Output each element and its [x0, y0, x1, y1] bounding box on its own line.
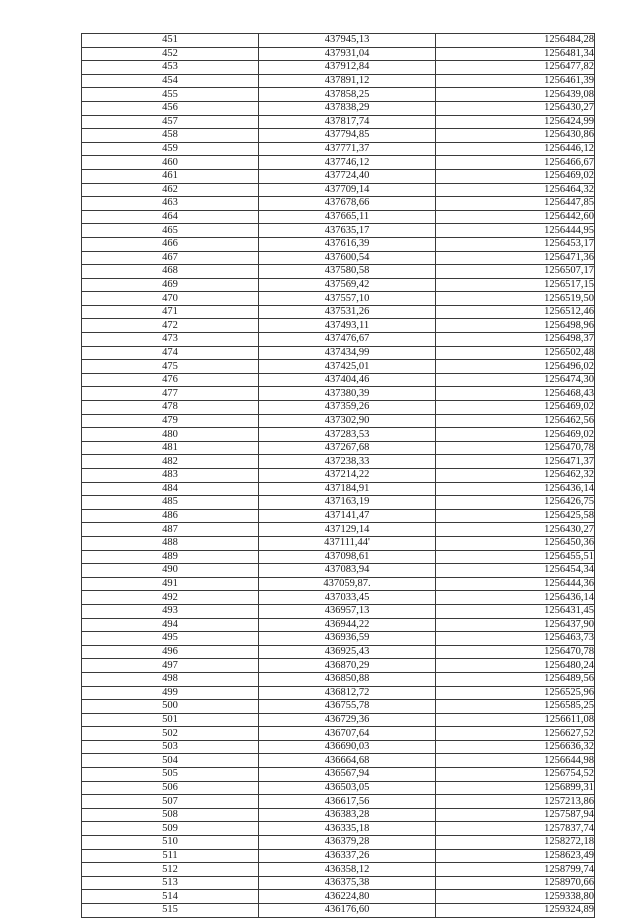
table-row — [82, 550, 595, 564]
x-coordinate-cell: 436944,22 — [259, 618, 436, 632]
y-coordinate-cell: 1259324,89 — [436, 904, 595, 918]
point-number-cell: 503 — [82, 740, 259, 754]
table-row — [82, 523, 595, 537]
x-coordinate-cell: 436503,05 — [259, 781, 436, 795]
y-coordinate-cell: 1256498,37 — [436, 333, 595, 347]
point-number-cell: 469 — [82, 278, 259, 292]
y-coordinate-cell: 1256444,36 — [436, 577, 595, 591]
table-row — [82, 441, 595, 455]
y-coordinate-cell: 1256611,08 — [436, 713, 595, 727]
table-row — [82, 469, 595, 483]
x-coordinate-cell: 436957,13 — [259, 604, 436, 618]
y-coordinate-cell: 1256439,08 — [436, 88, 595, 102]
point-number-cell: 452 — [82, 47, 259, 61]
point-number-cell: 499 — [82, 686, 259, 700]
y-coordinate-cell: 1256450,36 — [436, 536, 595, 550]
point-number-cell: 493 — [82, 604, 259, 618]
x-coordinate-cell: 437531,26 — [259, 305, 436, 319]
y-coordinate-cell: 1258970,66 — [436, 876, 595, 890]
y-coordinate-cell: 1256477,82 — [436, 61, 595, 75]
point-number-cell: 504 — [82, 754, 259, 768]
y-coordinate-cell: 1258272,18 — [436, 836, 595, 850]
point-number-cell: 468 — [82, 265, 259, 279]
x-coordinate-cell: 437434,99 — [259, 346, 436, 360]
point-number-cell: 481 — [82, 441, 259, 455]
x-coordinate-cell: 436224,80 — [259, 890, 436, 904]
x-coordinate-cell: 437616,39 — [259, 237, 436, 251]
x-coordinate-cell: 437858,25 — [259, 88, 436, 102]
table-row — [82, 509, 595, 523]
y-coordinate-cell: 1259338,80 — [436, 890, 595, 904]
x-coordinate-cell: 436567,94 — [259, 768, 436, 782]
y-coordinate-cell: 1256627,52 — [436, 727, 595, 741]
point-number-cell: 510 — [82, 836, 259, 850]
point-number-cell: 464 — [82, 210, 259, 224]
x-coordinate-cell: 437141,47 — [259, 509, 436, 523]
y-coordinate-cell: 1256754,52 — [436, 768, 595, 782]
point-number-cell: 483 — [82, 469, 259, 483]
x-coordinate-cell: 437600,54 — [259, 251, 436, 265]
y-coordinate-cell: 1256430,27 — [436, 523, 595, 537]
y-coordinate-cell: 1256471,36 — [436, 251, 595, 265]
y-coordinate-cell: 1257587,94 — [436, 808, 595, 822]
x-coordinate-cell: 436870,29 — [259, 659, 436, 673]
x-coordinate-cell: 437493,11 — [259, 319, 436, 333]
point-number-cell: 489 — [82, 550, 259, 564]
x-coordinate-cell: 436925,43 — [259, 645, 436, 659]
table-row — [82, 197, 595, 211]
x-coordinate-cell: 437476,67 — [259, 333, 436, 347]
table-row — [82, 251, 595, 265]
point-number-cell: 500 — [82, 700, 259, 714]
y-coordinate-cell: 1256454,34 — [436, 564, 595, 578]
point-number-cell: 477 — [82, 387, 259, 401]
point-number-cell: 465 — [82, 224, 259, 238]
point-number-cell: 509 — [82, 822, 259, 836]
table-row — [82, 183, 595, 197]
table-row — [82, 822, 595, 836]
y-coordinate-cell: 1256481,34 — [436, 47, 595, 61]
point-number-cell: 485 — [82, 496, 259, 510]
x-coordinate-cell: 437380,39 — [259, 387, 436, 401]
table-row — [82, 536, 595, 550]
x-coordinate-cell: 437184,91 — [259, 482, 436, 496]
y-coordinate-cell: 1256462,32 — [436, 469, 595, 483]
x-coordinate-cell: 436379,28 — [259, 836, 436, 850]
table-row — [82, 496, 595, 510]
table-row — [82, 61, 595, 75]
x-coordinate-cell: 437838,29 — [259, 101, 436, 115]
point-number-cell: 501 — [82, 713, 259, 727]
x-coordinate-cell: 436358,12 — [259, 863, 436, 877]
point-number-cell: 473 — [82, 333, 259, 347]
y-coordinate-cell: 1256425,58 — [436, 509, 595, 523]
point-number-cell: 457 — [82, 115, 259, 129]
point-number-cell: 470 — [82, 292, 259, 306]
point-number-cell: 461 — [82, 169, 259, 183]
table-row — [82, 645, 595, 659]
point-number-cell: 496 — [82, 645, 259, 659]
y-coordinate-cell: 1256480,24 — [436, 659, 595, 673]
x-coordinate-cell: 437083,94 — [259, 564, 436, 578]
table-row — [82, 373, 595, 387]
y-coordinate-cell: 1256442,60 — [436, 210, 595, 224]
x-coordinate-cell: 436850,88 — [259, 672, 436, 686]
x-coordinate-cell: 437238,33 — [259, 455, 436, 469]
x-coordinate-cell: 437129,14 — [259, 523, 436, 537]
y-coordinate-cell: 1258799,74 — [436, 863, 595, 877]
x-coordinate-cell: 437635,17 — [259, 224, 436, 238]
x-coordinate-cell: 437404,46 — [259, 373, 436, 387]
table-row — [82, 904, 595, 918]
table-row — [82, 360, 595, 374]
point-number-cell: 487 — [82, 523, 259, 537]
table-row — [82, 604, 595, 618]
y-coordinate-cell: 1256498,96 — [436, 319, 595, 333]
x-coordinate-cell: 437912,84 — [259, 61, 436, 75]
x-coordinate-cell: 436617,56 — [259, 795, 436, 809]
table-row — [82, 428, 595, 442]
point-number-cell: 511 — [82, 849, 259, 863]
table-row — [82, 849, 595, 863]
x-coordinate-cell: 436812,72 — [259, 686, 436, 700]
point-number-cell: 480 — [82, 428, 259, 442]
x-coordinate-cell: 437302,90 — [259, 414, 436, 428]
x-coordinate-cell: 436707,64 — [259, 727, 436, 741]
y-coordinate-cell: 1256444,95 — [436, 224, 595, 238]
point-number-cell: 482 — [82, 455, 259, 469]
table-row — [82, 265, 595, 279]
point-number-cell: 475 — [82, 360, 259, 374]
table-row — [82, 319, 595, 333]
table-row — [82, 292, 595, 306]
x-coordinate-cell: 437359,26 — [259, 401, 436, 415]
x-coordinate-cell: 436936,59 — [259, 632, 436, 646]
y-coordinate-cell: 1256502,48 — [436, 346, 595, 360]
point-number-cell: 514 — [82, 890, 259, 904]
y-coordinate-cell: 1256466,67 — [436, 156, 595, 170]
point-number-cell: 455 — [82, 88, 259, 102]
point-number-cell: 505 — [82, 768, 259, 782]
x-coordinate-cell: 436383,28 — [259, 808, 436, 822]
y-coordinate-cell: 1256430,86 — [436, 129, 595, 143]
point-number-cell: 463 — [82, 197, 259, 211]
x-coordinate-cell: 437746,12 — [259, 156, 436, 170]
table-row — [82, 129, 595, 143]
x-coordinate-cell: 437724,40 — [259, 169, 436, 183]
point-number-cell: 494 — [82, 618, 259, 632]
table-row — [82, 305, 595, 319]
point-number-cell: 474 — [82, 346, 259, 360]
point-number-cell: 478 — [82, 401, 259, 415]
coordinates-table — [81, 33, 595, 918]
point-number-cell: 484 — [82, 482, 259, 496]
point-number-cell: 492 — [82, 591, 259, 605]
x-coordinate-cell: 436337,26 — [259, 849, 436, 863]
y-coordinate-cell: 1256437,90 — [436, 618, 595, 632]
table-row — [82, 836, 595, 850]
x-coordinate-cell: 437163,19 — [259, 496, 436, 510]
point-number-cell: 515 — [82, 904, 259, 918]
y-coordinate-cell: 1256469,02 — [436, 428, 595, 442]
point-number-cell: 453 — [82, 61, 259, 75]
table-row — [82, 74, 595, 88]
x-coordinate-cell: 437771,37 — [259, 142, 436, 156]
table-row — [82, 115, 595, 129]
x-coordinate-cell: 437817,74 — [259, 115, 436, 129]
table-row — [82, 387, 595, 401]
y-coordinate-cell: 1256469,02 — [436, 401, 595, 415]
x-coordinate-cell: 437794,85 — [259, 129, 436, 143]
y-coordinate-cell: 1256446,12 — [436, 142, 595, 156]
x-coordinate-cell: 437557,10 — [259, 292, 436, 306]
y-coordinate-cell: 1256426,75 — [436, 496, 595, 510]
x-coordinate-cell: 437425,01 — [259, 360, 436, 374]
point-number-cell: 508 — [82, 808, 259, 822]
y-coordinate-cell: 1256461,39 — [436, 74, 595, 88]
y-coordinate-cell: 1256469,02 — [436, 169, 595, 183]
table-row — [82, 237, 595, 251]
point-number-cell: 471 — [82, 305, 259, 319]
y-coordinate-cell: 1256470,78 — [436, 441, 595, 455]
point-number-cell: 498 — [82, 672, 259, 686]
x-coordinate-cell: 437580,58 — [259, 265, 436, 279]
y-coordinate-cell: 1257837,74 — [436, 822, 595, 836]
point-number-cell: 454 — [82, 74, 259, 88]
x-coordinate-cell: 437678,66 — [259, 197, 436, 211]
coordinates-table-body — [82, 34, 595, 918]
table-row — [82, 618, 595, 632]
table-row — [82, 156, 595, 170]
y-coordinate-cell: 1256447,85 — [436, 197, 595, 211]
y-coordinate-cell: 1256636,32 — [436, 740, 595, 754]
point-number-cell: 506 — [82, 781, 259, 795]
y-coordinate-cell: 1256462,56 — [436, 414, 595, 428]
point-number-cell: 488 — [82, 536, 259, 550]
table-row — [82, 727, 595, 741]
table-row — [82, 591, 595, 605]
x-coordinate-cell: 436690,03 — [259, 740, 436, 754]
y-coordinate-cell: 1256644,98 — [436, 754, 595, 768]
x-coordinate-cell: 436176,60 — [259, 904, 436, 918]
point-number-cell: 451 — [82, 34, 259, 48]
y-coordinate-cell: 1256464,32 — [436, 183, 595, 197]
y-coordinate-cell: 1256484,28 — [436, 34, 595, 48]
y-coordinate-cell: 1257213,86 — [436, 795, 595, 809]
point-number-cell: 497 — [82, 659, 259, 673]
y-coordinate-cell: 1256463,73 — [436, 632, 595, 646]
point-number-cell: 460 — [82, 156, 259, 170]
table-row — [82, 713, 595, 727]
x-coordinate-cell: 436375,38 — [259, 876, 436, 890]
point-number-cell: 512 — [82, 863, 259, 877]
table-row — [82, 700, 595, 714]
x-coordinate-cell: 437214,22 — [259, 469, 436, 483]
table-row — [82, 101, 595, 115]
y-coordinate-cell: 1256517,15 — [436, 278, 595, 292]
table-row — [82, 169, 595, 183]
point-number-cell: 472 — [82, 319, 259, 333]
point-number-cell: 513 — [82, 876, 259, 890]
table-row — [82, 482, 595, 496]
y-coordinate-cell: 1256525,96 — [436, 686, 595, 700]
x-coordinate-cell: 436335,18 — [259, 822, 436, 836]
point-number-cell: 462 — [82, 183, 259, 197]
table-row — [82, 672, 595, 686]
table-row — [82, 401, 595, 415]
point-number-cell: 467 — [82, 251, 259, 265]
point-number-cell: 502 — [82, 727, 259, 741]
table-row — [82, 224, 595, 238]
y-coordinate-cell: 1256512,46 — [436, 305, 595, 319]
x-coordinate-cell: 437569,42 — [259, 278, 436, 292]
point-number-cell: 490 — [82, 564, 259, 578]
y-coordinate-cell: 1256424,99 — [436, 115, 595, 129]
x-coordinate-cell: 437111,44' — [259, 536, 436, 550]
x-coordinate-cell: 437931,04 — [259, 47, 436, 61]
table-row — [82, 808, 595, 822]
point-number-cell: 486 — [82, 509, 259, 523]
y-coordinate-cell: 1256489,56 — [436, 672, 595, 686]
table-row — [82, 414, 595, 428]
point-number-cell: 507 — [82, 795, 259, 809]
table-row — [82, 686, 595, 700]
x-coordinate-cell: 437665,11 — [259, 210, 436, 224]
point-number-cell: 459 — [82, 142, 259, 156]
table-row — [82, 740, 595, 754]
table-row — [82, 47, 595, 61]
x-coordinate-cell: 436664,68 — [259, 754, 436, 768]
y-coordinate-cell: 1256468,43 — [436, 387, 595, 401]
point-number-cell: 491 — [82, 577, 259, 591]
x-coordinate-cell: 436729,36 — [259, 713, 436, 727]
table-row — [82, 455, 595, 469]
x-coordinate-cell: 437267,68 — [259, 441, 436, 455]
table-row — [82, 333, 595, 347]
table-row — [82, 754, 595, 768]
table-row — [82, 142, 595, 156]
table-row — [82, 863, 595, 877]
table-row — [82, 210, 595, 224]
point-number-cell: 476 — [82, 373, 259, 387]
x-coordinate-cell: 437283,53 — [259, 428, 436, 442]
y-coordinate-cell: 1256519,50 — [436, 292, 595, 306]
point-number-cell: 458 — [82, 129, 259, 143]
point-number-cell: 479 — [82, 414, 259, 428]
point-number-cell: 466 — [82, 237, 259, 251]
y-coordinate-cell: 1256431,45 — [436, 604, 595, 618]
table-row — [82, 346, 595, 360]
table-row — [82, 768, 595, 782]
table-row — [82, 781, 595, 795]
y-coordinate-cell: 1256470,78 — [436, 645, 595, 659]
table-row — [82, 795, 595, 809]
y-coordinate-cell: 1256496,02 — [436, 360, 595, 374]
point-number-cell: 495 — [82, 632, 259, 646]
y-coordinate-cell: 1256436,14 — [436, 591, 595, 605]
table-row — [82, 577, 595, 591]
y-coordinate-cell: 1256899,31 — [436, 781, 595, 795]
x-coordinate-cell: 437033,45 — [259, 591, 436, 605]
y-coordinate-cell: 1256507,17 — [436, 265, 595, 279]
y-coordinate-cell: 1256585,25 — [436, 700, 595, 714]
y-coordinate-cell: 1256455,51 — [436, 550, 595, 564]
table-row — [82, 659, 595, 673]
table-row — [82, 890, 595, 904]
table-row — [82, 34, 595, 48]
x-coordinate-cell: 437891,12 — [259, 74, 436, 88]
y-coordinate-cell: 1256430,27 — [436, 101, 595, 115]
table-row — [82, 88, 595, 102]
table-row — [82, 632, 595, 646]
x-coordinate-cell: 437709,14 — [259, 183, 436, 197]
y-coordinate-cell: 1256436,14 — [436, 482, 595, 496]
table-row — [82, 876, 595, 890]
point-number-cell: 456 — [82, 101, 259, 115]
table-row — [82, 564, 595, 578]
x-coordinate-cell: 436755,78 — [259, 700, 436, 714]
y-coordinate-cell: 1256471,37 — [436, 455, 595, 469]
x-coordinate-cell: 437945,13 — [259, 34, 436, 48]
y-coordinate-cell: 1258623,49 — [436, 849, 595, 863]
table-row — [82, 278, 595, 292]
y-coordinate-cell: 1256474,30 — [436, 373, 595, 387]
x-coordinate-cell: 437059,87. — [259, 577, 436, 591]
y-coordinate-cell: 1256453,17 — [436, 237, 595, 251]
x-coordinate-cell: 437098,61 — [259, 550, 436, 564]
